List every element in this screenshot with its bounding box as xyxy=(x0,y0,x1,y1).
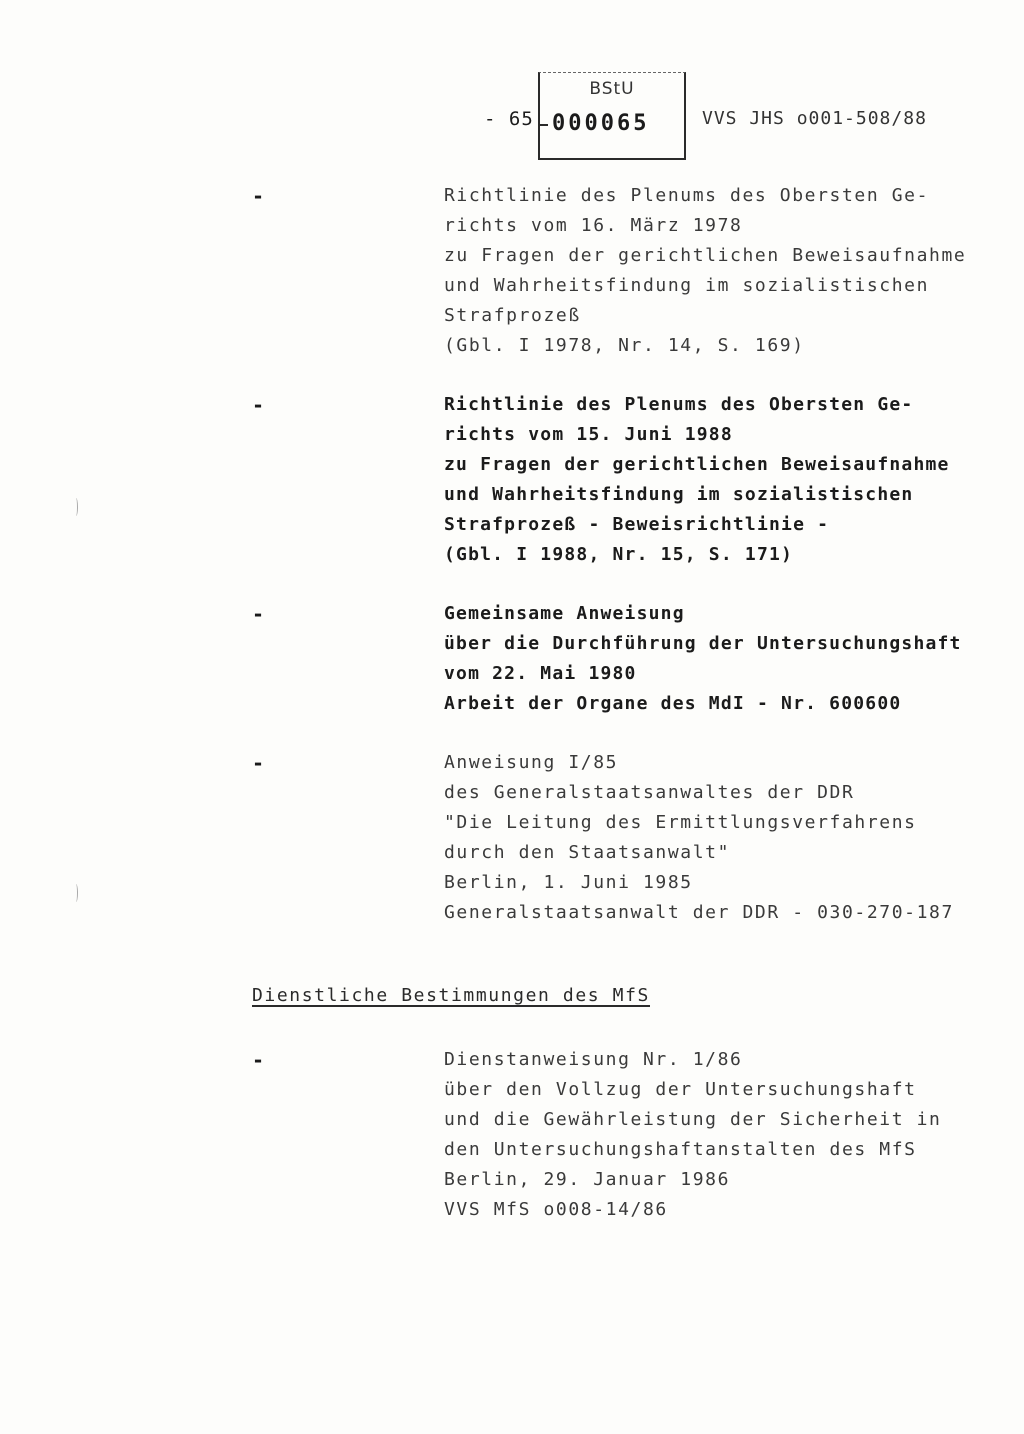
entry-text xyxy=(444,181,1004,361)
document-reference: VVS JHS o001-508/88 xyxy=(702,108,927,129)
entry-line: vom 22. Mai 1980 xyxy=(444,663,637,684)
entry-dash: - xyxy=(252,1048,265,1072)
scan-artifact xyxy=(74,498,78,516)
entry-line: durch den Staatsanwalt" xyxy=(444,842,731,863)
entry-line: über die Durchführung der Untersuchungshaft xyxy=(444,633,962,654)
entry-line: richts vom 15. Juni 1988 xyxy=(444,424,733,445)
entry-line: zu Fragen der gerichtlichen Beweisaufnahme xyxy=(444,245,967,266)
entry-line: Dienstanweisung Nr. 1/86 xyxy=(444,1049,743,1070)
entry-line: (Gbl. I 1978, Nr. 14, S. 169) xyxy=(444,335,805,356)
page-number: - 65 xyxy=(484,108,534,130)
entry-line: VVS MfS o008-14/86 xyxy=(444,1199,668,1220)
page-header xyxy=(0,70,1024,170)
entry-line: Anweisung I/85 xyxy=(444,752,619,773)
entry-text xyxy=(444,390,1004,570)
entry-line: zu Fragen der gerichtlichen Beweisaufnahme xyxy=(444,454,950,475)
entry-line: richts vom 16. März 1978 xyxy=(444,215,743,236)
entry-line: Richtlinie des Plenums des Obersten Ge- xyxy=(444,394,914,415)
entry-line: und Wahrheitsfindung im sozialistischen xyxy=(444,275,930,296)
section-heading: Dienstliche Bestimmungen des MfS xyxy=(252,985,650,1006)
entry-line: des Generalstaatsanwaltes der DDR xyxy=(444,782,855,803)
entry-dash: - xyxy=(252,602,265,626)
entry-line: Gemeinsame Anweisung xyxy=(444,603,685,624)
stamp-organization: BStU xyxy=(589,79,635,99)
archive-stamp xyxy=(538,72,686,160)
entry-line: Generalstaatsanwalt der DDR - 030-270-187 xyxy=(444,902,954,923)
entry-text xyxy=(444,599,1004,719)
entry-dash: - xyxy=(252,393,265,417)
entry-text xyxy=(444,1045,1004,1225)
entry-line: Arbeit der Organe des MdI - Nr. 600600 xyxy=(444,693,902,714)
stamp-number: 000065 xyxy=(552,111,650,136)
entry-dash: - xyxy=(252,184,265,208)
entry-line: Richtlinie des Plenums des Obersten Ge- xyxy=(444,185,930,206)
entry-line: den Untersuchungshaftanstalten des MfS xyxy=(444,1139,917,1160)
entry-line: Strafprozeß - Beweisrichtlinie - xyxy=(444,514,830,535)
entry-line: Berlin, 29. Januar 1986 xyxy=(444,1169,731,1190)
scan-artifact xyxy=(74,884,78,902)
entry-line: und Wahrheitsfindung im sozialistischen xyxy=(444,484,914,505)
entry-line: und die Gewährleistung der Sicherheit in xyxy=(444,1109,942,1130)
entry-line: (Gbl. I 1988, Nr. 15, S. 171) xyxy=(444,544,794,565)
entry-line: Berlin, 1. Juni 1985 xyxy=(444,872,693,893)
entry-text xyxy=(444,748,1004,928)
entry-line: Strafprozeß xyxy=(444,305,581,326)
entry-line: "Die Leitung des Ermittlungsverfahrens xyxy=(444,812,917,833)
entry-dash: - xyxy=(252,751,265,775)
entry-line: über den Vollzug der Untersuchungshaft xyxy=(444,1079,917,1100)
